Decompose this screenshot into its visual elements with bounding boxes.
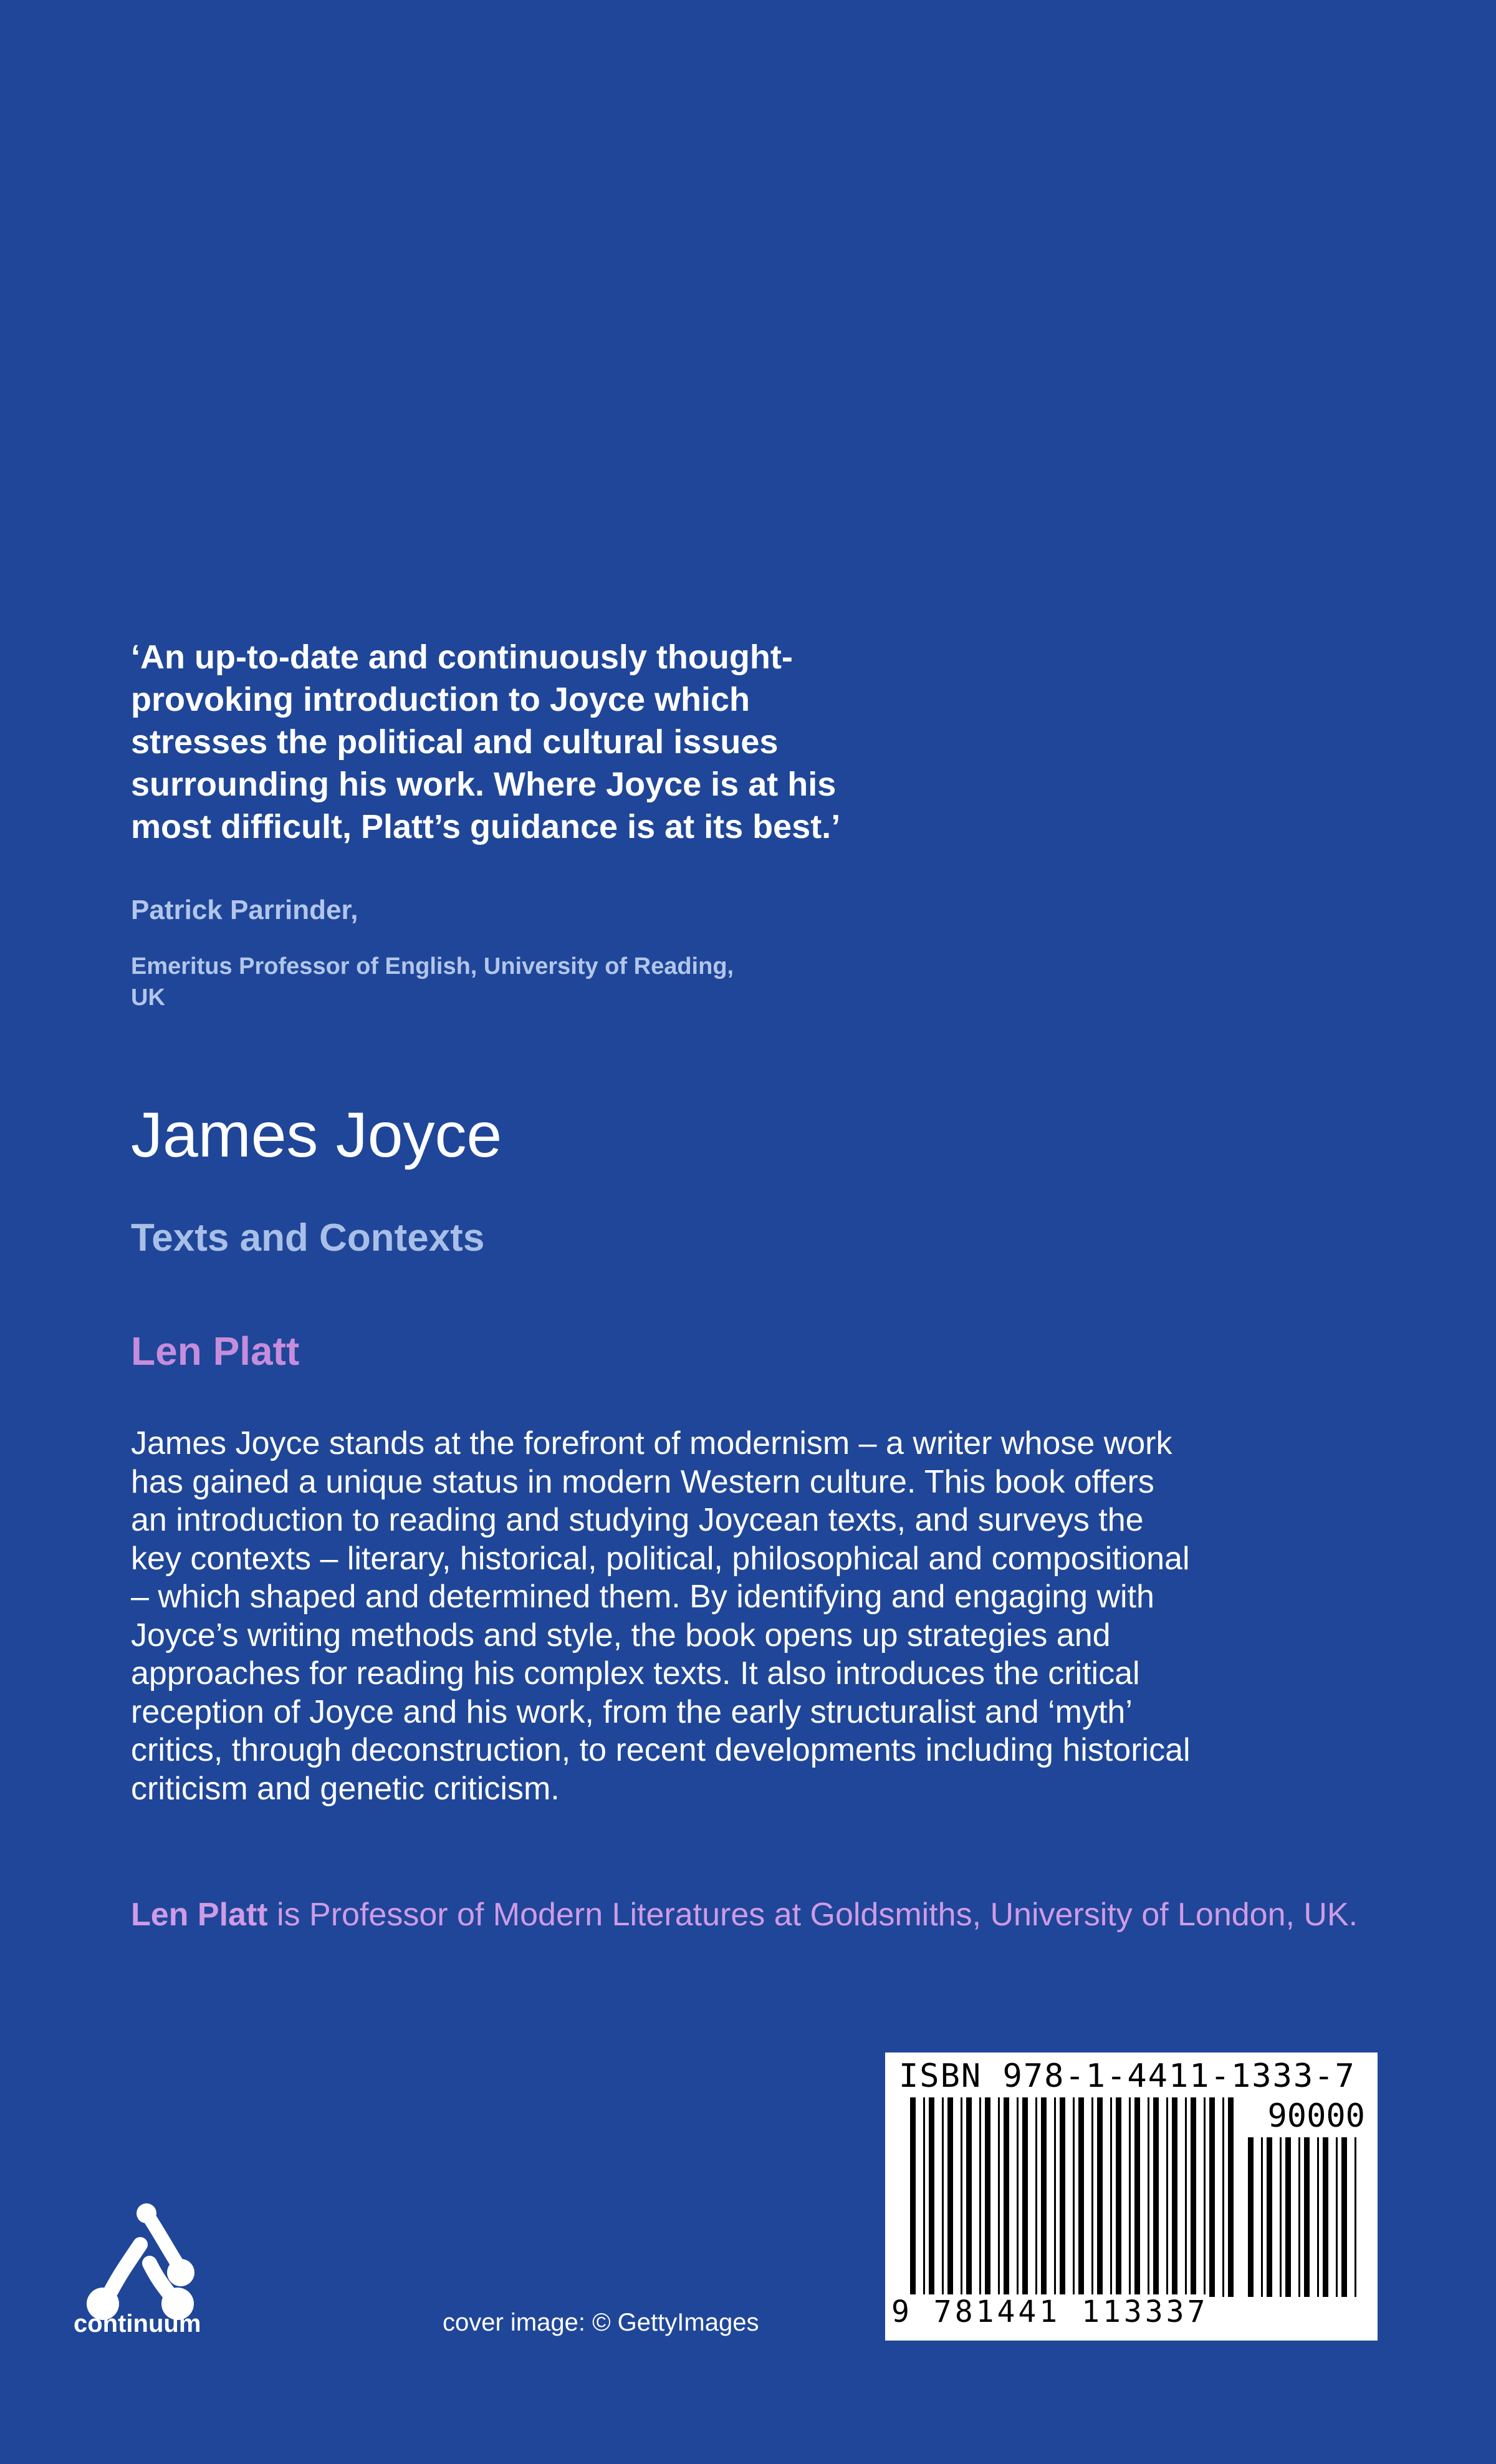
- author-bio-text: is Professor of Modern Literatures at Goldsmiths, University of London, UK.: [267, 1897, 1358, 1933]
- cover-image-credit: cover image: © GettyImages: [443, 2309, 759, 2336]
- publisher-logo-text: continuum: [74, 2310, 201, 2337]
- endorser-role: Emeritus Professor of English, University of Reading, UK: [131, 953, 734, 1011]
- book-title: James Joyce: [131, 1099, 502, 1170]
- endorser-name: Patrick Parrinder,: [131, 895, 358, 925]
- isbn-barcode: [885, 2053, 1378, 2341]
- author-bio: [131, 1895, 1378, 1934]
- author-bio-name: Len Platt: [131, 1897, 268, 1933]
- book-subtitle: Texts and Contexts: [131, 1216, 485, 1259]
- book-description: James Joyce stands at the forefront of modernism – a writer whose work has gained a unique status in modern Western culture. This book offers an introduction to reading and studying Joycean texts, and surveys the key contexts – literary, historical, political, philosophical and compositional – which shaped and determined them. By identifying and engaging with Joyce’s writing methods and style, the book opens up strategies and approaches for reading his complex texts. It also introduces the critical reception of Joyce and his work, from the early structuralist and ‘myth’ critics, through deconstruction, to recent developments including historical criticism and genetic criticism.: [131, 1425, 1191, 1807]
- price-code: 90000: [1267, 2097, 1365, 2135]
- book-author: Len Platt: [131, 1329, 300, 1374]
- barcode-digits: 9 781441 113337: [891, 2294, 1209, 2329]
- endorsement-quote: ‘An up-to-date and continuously thought-provoking introduction to Joyce which stresses the political and cultural issues surrounding his work. Where Joyce is at his most difficult, Platt’s guidance is at its best.’: [131, 638, 841, 845]
- isbn-label: ISBN 978-1-4411-1333-7: [899, 2057, 1356, 2095]
